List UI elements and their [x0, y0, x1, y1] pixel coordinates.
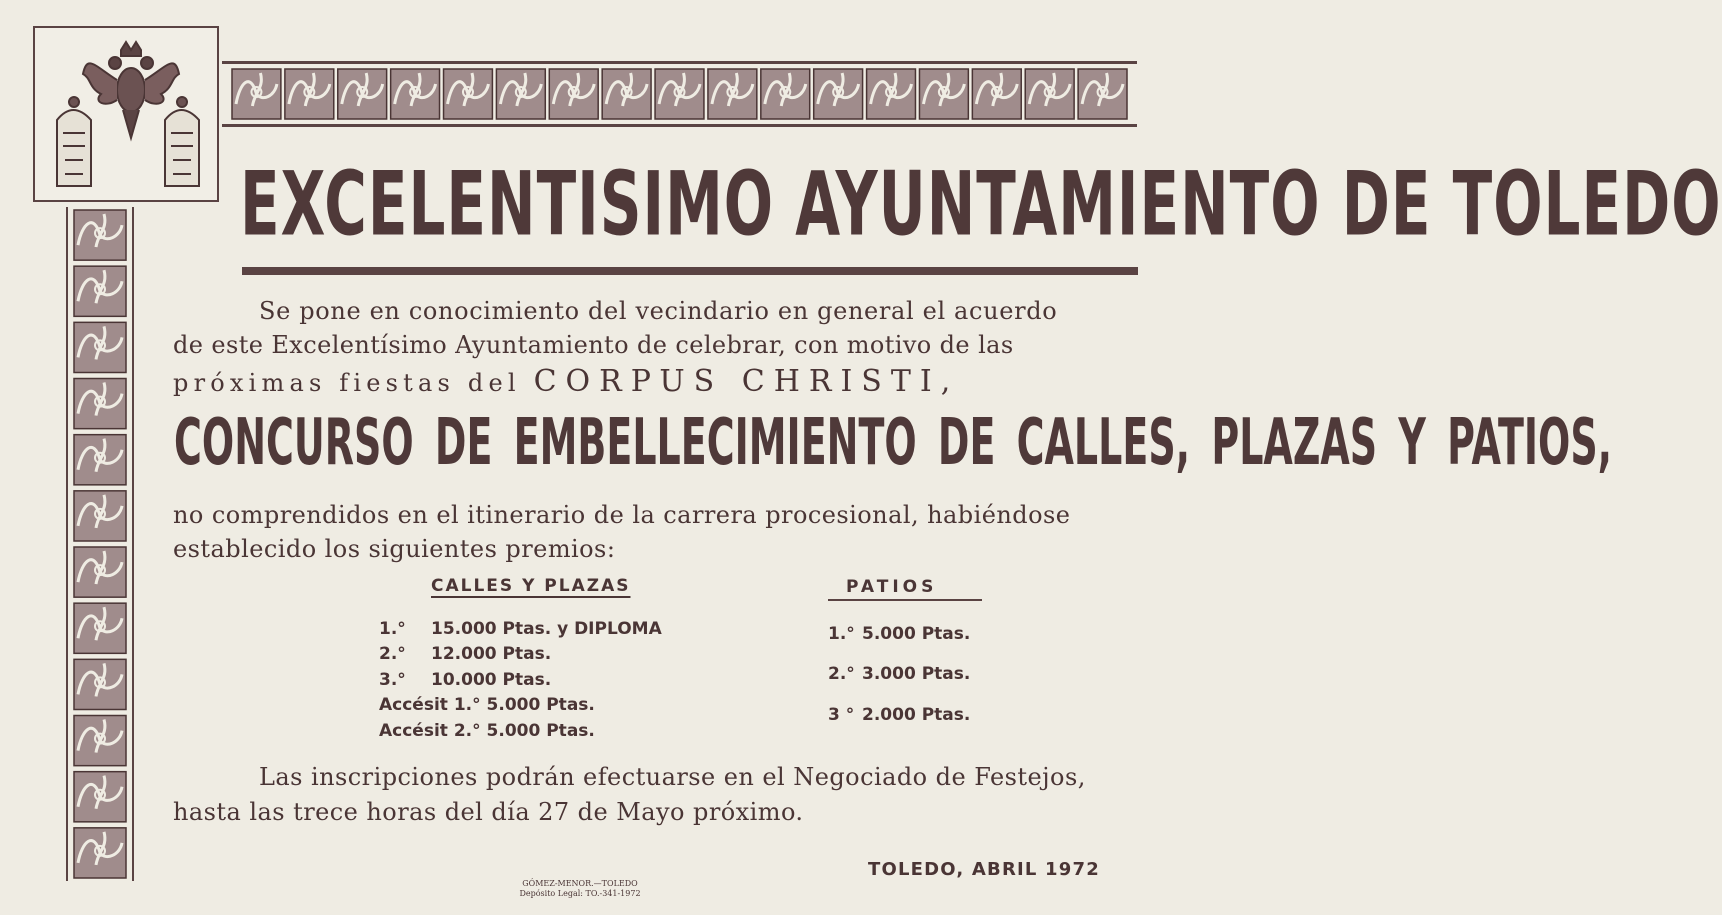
prize-amount: Accésit 2.° 5.000 Ptas. [379, 721, 595, 741]
acanthus-tile [602, 69, 651, 119]
prize-amount: 2.000 Ptas. [862, 705, 971, 725]
acanthus-tile [655, 69, 704, 119]
patios-prize-row [828, 703, 970, 727]
acanthus-tile [74, 322, 126, 372]
page-title: EXCELENTISIMO AYUNTAMIENTO DE TOLEDO [240, 152, 1722, 256]
prize-amount: 10.000 Ptas. [431, 670, 552, 690]
acanthus-tile [338, 69, 387, 119]
ornamental-column [66, 207, 134, 881]
prize-amount: 12.000 Ptas. [431, 644, 552, 664]
acanthus-tile [708, 69, 757, 119]
acanthus-tile [867, 69, 916, 119]
acanthus-tile [1025, 69, 1074, 119]
dateline: TOLEDO, ABRIL 1972 [868, 859, 1100, 880]
acanthus-tile [444, 69, 493, 119]
acanthus-tile [814, 69, 863, 119]
patios-heading-rule [828, 599, 982, 601]
announcement-line-5: establecido los siguientes premios: [173, 535, 616, 563]
acanthus-tile-icon [222, 64, 1137, 124]
announcement-line-1: Se pone en conocimiento del vecindario en general el acuerdo [259, 297, 1058, 325]
acanthus-tile [74, 210, 126, 260]
acanthus-tile-icon [68, 207, 132, 881]
prize-ordinal: 3.° [379, 670, 406, 690]
acanthus-tile [232, 69, 281, 119]
prize-ordinal: 2.° [828, 664, 855, 684]
prize-amount: Accésit 1.° 5.000 Ptas. [379, 695, 595, 715]
acanthus-tile [74, 435, 126, 485]
prize-ordinal: 1.° [379, 619, 406, 639]
acanthus-tile [761, 69, 810, 119]
acanthus-tile [1078, 69, 1127, 119]
registration-line-2: hasta las trece horas del día 27 de Mayo próximo. [173, 798, 804, 826]
toledo-coat-of-arms-icon [35, 28, 221, 204]
calles-prize-row [379, 668, 551, 692]
announcement-line-4: no comprendidos en el itinerario de la carrera procesional, habiéndose [173, 501, 1071, 529]
ornamental-frieze [222, 61, 1137, 127]
acanthus-tile [74, 659, 126, 709]
acanthus-tile [74, 547, 126, 597]
legal-deposit: Depósito Legal: TO.-341-1972 [519, 889, 641, 898]
acanthus-tile [919, 69, 968, 119]
coat-of-arms [33, 26, 219, 202]
prize-ordinal: 3 ° [828, 705, 855, 725]
calles-accesit-row [379, 693, 595, 717]
prize-amount: 5.000 Ptas. [862, 624, 971, 644]
prize-amount: 3.000 Ptas. [862, 664, 971, 684]
acanthus-tile [74, 379, 126, 429]
acanthus-tile [285, 69, 334, 119]
acanthus-tile [74, 772, 126, 822]
announcement-line-3 [173, 366, 959, 399]
registration-line-1: Las inscripciones podrán efectuarse en el Negociado de Festejos, [259, 763, 1086, 791]
patios-prize-row [828, 662, 970, 686]
acanthus-tile [391, 69, 440, 119]
acanthus-tile [74, 603, 126, 653]
calles-prize-row [379, 642, 551, 666]
printer-name: GÓMEZ-MENOR.—TOLEDO [522, 879, 638, 888]
announcement-line-2: de este Excelentísimo Ayuntamiento de celebrar, con motivo de las [173, 331, 1014, 359]
acanthus-tile [74, 828, 126, 878]
acanthus-tile [74, 716, 126, 766]
prize-ordinal: 2.° [379, 644, 406, 664]
acanthus-tile [496, 69, 545, 119]
acanthus-tile [972, 69, 1021, 119]
calles-prize-row [379, 617, 662, 641]
acanthus-tile [74, 491, 126, 541]
acanthus-tile [74, 266, 126, 316]
announcement-line-3-prefix: próximas fiestas del [173, 369, 521, 397]
corpus-christi-label: CORPUS CHRISTI, [533, 364, 960, 399]
patios-heading: PATIOS [846, 577, 938, 597]
contest-title: CONCURSO DE EMBELLECIMIENTO DE CALLES, PLAZAS Y PATIOS, [174, 404, 1613, 479]
patios-prize-row [828, 622, 970, 646]
acanthus-tile [549, 69, 598, 119]
calles-accesit-row [379, 719, 595, 743]
prize-ordinal: 1.° [828, 624, 855, 644]
title-underline [242, 267, 1138, 275]
printer-imprint [490, 879, 670, 899]
prize-amount: 15.000 Ptas. y DIPLOMA [431, 619, 662, 639]
calles-plazas-heading: CALLES Y PLAZAS [431, 576, 631, 596]
